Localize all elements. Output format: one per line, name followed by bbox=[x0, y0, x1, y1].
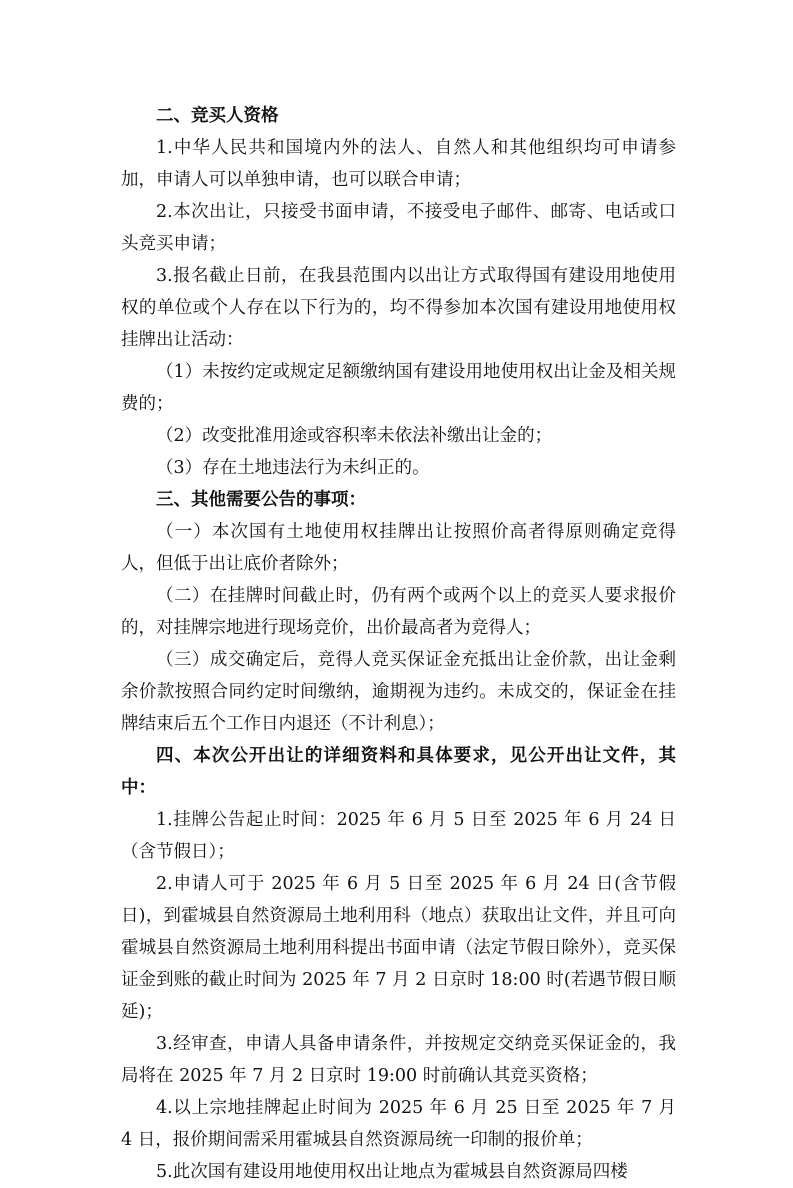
paragraph-qualification-2: 2.本次出让，只接受书面申请，不接受电子邮件、邮寄、电话或口头竞买申请； bbox=[121, 202, 676, 254]
paragraph-qualification-3-item-2: （2）改变批准用途或容积率未依法补缴出让金的； bbox=[156, 426, 553, 446]
paragraph-details-1: 1.挂牌公告起止时间：2025 年 6 月 5 日至 2025 年 6 月 24 日（含节假日）； bbox=[121, 810, 676, 862]
section-heading-details: 四、本次公开出让的详细资料和具体要求，见公开出让文件，其中： bbox=[121, 746, 676, 798]
paragraph-details-4: 4.以上宗地挂牌起止时间为 2025 年 6 月 25 日至 2025 年 7 月 4 日，报价期间需采用霍城县自然资源局统一印制的报价单； bbox=[121, 1098, 676, 1150]
paragraph-details-2: 2.申请人可于 2025 年 6 月 5 日至 2025 年 6 月 24 日(含节假日)，到霍城县自然资源局土地利用科（地点）获取出让文件，并且可向霍城县自然资源局土地利用科提出书面申请（法定节假日除外），竞买保证金到账的截止时间为 2025 年 7 月 2 日京时 18:00 时(若遇节假日顺延)； bbox=[121, 874, 676, 1022]
paragraph-details-5: 5.此次国有建设用地使用权出让地点为霍城县自然资源局四楼 bbox=[156, 1162, 628, 1182]
section-heading-bidder-qualification: 二、竞买人资格 bbox=[156, 106, 279, 126]
paragraph-other-3: （三）成交确定后，竞得人竞买保证金充抵出让金价款，出让金剩余价款按照合同约定时间缴纳，逾期视为违约。未成交的，保证金在挂牌结束后五个工作日内退还（不计利息）； bbox=[121, 650, 676, 734]
paragraph-details-3: 3.经审查，申请人具备申请条件，并按规定交纳竞买保证金的，我局将在 2025 年 7 月 2 日京时 19:00 时前确认其竞买资格； bbox=[121, 1034, 676, 1086]
paragraph-other-1: （一）本次国有土地使用权挂牌出让按照价高者得原则确定竞得人，但低于出让底价者除外； bbox=[121, 522, 676, 574]
paragraph-qualification-3-item-3: （3）存在土地违法行为未纠正的。 bbox=[156, 458, 430, 478]
paragraph-qualification-3: 3.报名截止日前，在我县范围内以出让方式取得国有建设用地使用权的单位或个人存在以下行为的，均不得参加本次国有建设用地使用权挂牌出让活动： bbox=[121, 266, 676, 350]
paragraph-qualification-1: 1.中华人民共和国境内外的法人、自然人和其他组织均可申请参加，申请人可以单独申请，也可以联合申请； bbox=[121, 138, 676, 190]
section-heading-other-matters: 三、其他需要公告的事项： bbox=[156, 490, 366, 510]
paragraph-other-2: （二）在挂牌时间截止时，仍有两个或两个以上的竞买人要求报价的，对挂牌宗地进行现场竞价，出价最高者为竞得人； bbox=[121, 586, 676, 638]
paragraph-qualification-3-item-1: （1）未按约定或规定足额缴纳国有建设用地使用权出让金及相关规费的； bbox=[121, 362, 676, 414]
document-page bbox=[121, 100, 676, 1188]
